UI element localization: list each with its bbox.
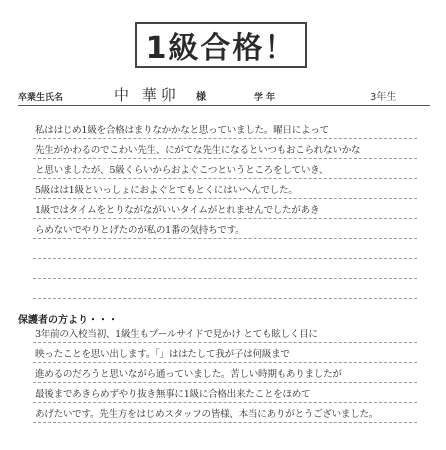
guardian-line [33, 382, 417, 403]
guardian-line [33, 362, 417, 383]
comment-line [33, 158, 417, 179]
comment-text: 5級はは1級といっしょにおよぐとてもとくにはいへんでした。 [35, 185, 298, 196]
guardian-text: 3年前の入校当初、1級生もプールサイドで見かけ とても眩しく目に [35, 329, 318, 340]
guardian-line [33, 342, 417, 363]
student-name: 中 華卯 [114, 86, 180, 104]
comment-text: 先生がかわるのでこわい先生、にがてな先生になるといつもおこられないかな [35, 145, 361, 156]
guardian-line [33, 402, 417, 423]
comment-text: 私ははじめ1級を合格はまりなかかなと思っていました。曜日によって [35, 125, 329, 136]
guardian-comment-area [33, 322, 417, 422]
comment-line [33, 138, 417, 159]
grade-label: 学 年 [254, 93, 276, 103]
guardian-text: 最後まであきらめずやり抜き無事に1級に合格出来たことをほめて [35, 389, 311, 400]
comment-line [33, 238, 417, 259]
comment-line [33, 218, 417, 239]
guardian-text: 映ったことを思い出します。「」ははたして我が子は何級まで [35, 349, 290, 360]
comment-line [33, 198, 417, 219]
title-box [135, 22, 307, 68]
guardian-text: あげたいです。先生方をはじめスタッフの皆様、本当にありがとうございました。 [35, 409, 379, 420]
comment-line [33, 278, 417, 299]
guardian-line [33, 322, 417, 343]
comment-line [33, 118, 417, 139]
comment-text: らめないでやりとげたのが私の1番の気持ちです。 [35, 225, 245, 236]
grade-value: 3年生 [370, 92, 397, 103]
student-comment-area [33, 118, 417, 302]
comment-line [33, 178, 417, 199]
honorific: 様 [196, 92, 206, 103]
comment-text: と思いましたが、5級くらいからおよぐこつというところをしていき、 [35, 165, 329, 176]
guardian-text: 進めるのだろうと思いながら通っていました。苦しい時期もありましたが [35, 369, 342, 380]
page-title: 1級合格！ [145, 31, 297, 66]
student-info-row [18, 86, 430, 106]
info-underline [18, 105, 430, 106]
name-label: 卒業生氏名 [18, 93, 64, 103]
comment-text: 1級ではタイムをとりながながいいタイムがとれませんでしたがあき [35, 205, 320, 216]
guardian-heading: 保護者の方より・・・ [18, 315, 118, 326]
comment-line [33, 258, 417, 279]
